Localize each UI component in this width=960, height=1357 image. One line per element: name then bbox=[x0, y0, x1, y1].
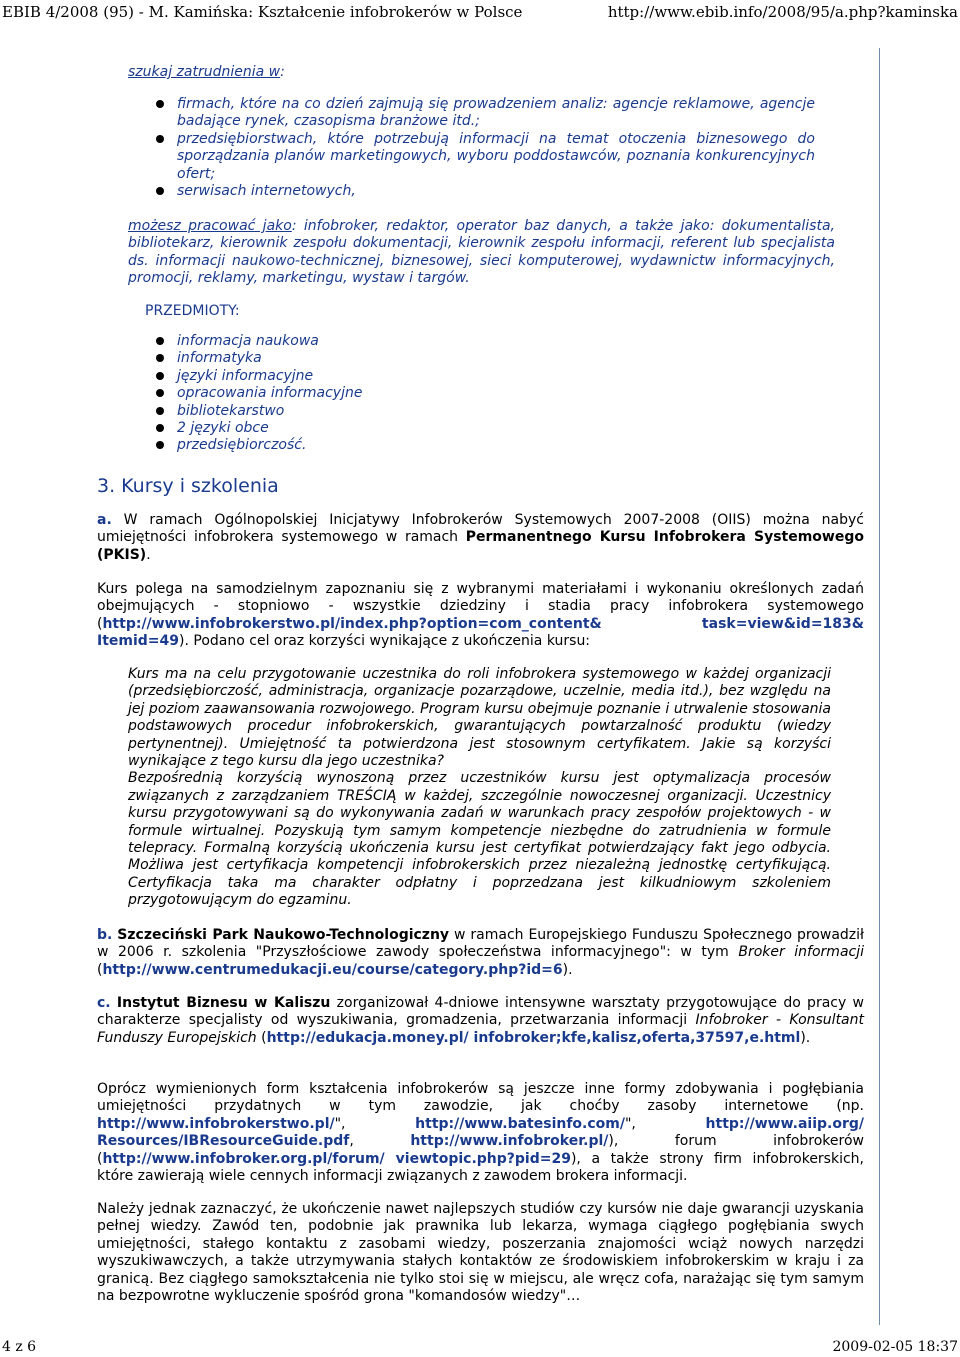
infobrokerstwo-link[interactable]: http://www.infobrokerstwo.pl/ bbox=[97, 1115, 335, 1132]
list-item: informatyka bbox=[155, 350, 555, 367]
list-item: firmach, które na co dzień zajmują się prowadzeniem analiz: agencje reklamowe, agencje badające rynek, czasopisma branżowe itd.; bbox=[155, 96, 815, 131]
infobroker-pl-link[interactable]: http://www.infobroker.pl/ bbox=[410, 1133, 609, 1150]
list-item: 2 języki obce bbox=[155, 420, 555, 437]
quote-paragraph: Kurs ma na celu przygotowanie uczestnika do roli infobrokera systemowego w każdej organizacji (przedsiębiorczość, administracja, organizacje pozarządowe, uczelnie, media itd.), bez względu na jej poziom zaawansowania rozwojowego. Program kursu obejmuje poznanie i utrwalenie stosowania podstawowych procedur infobrokerskich, gwarantujących powtarzalność produktu (wiedzy pertynentnej). Umiejętność ta potwierdzona jest stosownym certyfikatem. Jakie są korzyści wynikające z tego kursu dla jego uczestnika? bbox=[128, 666, 831, 770]
paragraph-other-text: Oprócz wymienionych form kształcenia infobrokerów są jeszcze inne formy zdobywania i pogłębiania umiejętności przydatnych w tym zawodzie, jak choćby zasoby internetowe (np. bbox=[97, 1081, 864, 1115]
list-item: przedsiębiorczość. bbox=[155, 437, 555, 454]
separator: , bbox=[349, 1133, 411, 1150]
print-date: 2009-02-05 18:37 bbox=[832, 1339, 958, 1355]
batesinfo-link[interactable]: http://www.batesinfo.com/ bbox=[415, 1115, 625, 1132]
course-quote bbox=[128, 666, 831, 910]
paragraph-c-text: zorganizował 4-dniowe intensywne warsztaty przygotowujące do pracy w charakterze specjalisty od wyszukiwania, gromadzenia, przetwarzania informacji bbox=[97, 995, 864, 1029]
paragraph-other-forum: ), forum infobrokerów ( bbox=[97, 1133, 864, 1167]
paragraph-a-label: a. bbox=[97, 512, 112, 528]
paragraph-b-paren: ( bbox=[97, 961, 103, 978]
money-pl-link[interactable]: http://edukacja.money.pl/ infobroker;kfe,kalisz,oferta,37597,e.html bbox=[266, 1029, 801, 1046]
employer-list bbox=[155, 96, 815, 200]
szczecin-park-name: Szczeciński Park Naukowo-Technologiczny bbox=[117, 927, 450, 943]
list-item: języki informacyjne bbox=[155, 368, 555, 385]
subjects-list bbox=[155, 333, 555, 455]
centrumedukacji-link[interactable]: http://www.centrumedukacji.eu/course/category.php?id=6 bbox=[102, 961, 563, 978]
paragraph-b-text: w ramach Europejskiego Funduszu Społecznego prowadził w 2006 r. szkolenia "Przyszłościowe zawody społeczeństwa informacyjnego": w tym bbox=[97, 927, 865, 961]
page-header bbox=[0, 2, 960, 24]
section-title: 3. Kursy i szkolenia bbox=[97, 475, 279, 497]
paragraph-b-label: b. bbox=[97, 927, 113, 943]
paragraph-c bbox=[97, 995, 864, 1047]
list-item: informacja naukowa bbox=[155, 333, 555, 350]
work-paragraph bbox=[128, 218, 835, 288]
paragraph-a bbox=[97, 512, 864, 564]
aiip-link[interactable]: http://www.aiip.org/ Resources/IBResourceGuide.pdf bbox=[97, 1115, 864, 1150]
workshop-name: Infobroker - Konsultant Funduszy Europejskich bbox=[97, 1012, 864, 1046]
work-heading: możesz pracować jako bbox=[128, 218, 292, 234]
page-footer bbox=[0, 1338, 960, 1356]
paragraph-kurs-text: Kurs polega na samodzielnym zapoznaniu się z wybranymi materiałami i wykonaniu określonych zadań obejmujących - stopniowo - wszystkie dziedziny i stadia pracy infobrokera systemowego ( bbox=[97, 581, 864, 632]
list-item: serwisach internetowych, bbox=[155, 183, 815, 200]
paragraph-kurs bbox=[97, 581, 864, 651]
work-text: : infobroker, redaktor, operator baz danych, a także jako: dokumentalista, bibliotekarz, kierownik zespołu dokumentacji, kierownik zespołu informacji, referent lub specjalista ds. informacji naukowo-technicznej, biznesowej, sieci komputerowej, wydawnictw informacyjnych, promocji, reklamy, marketingu, wystaw i targów. bbox=[128, 218, 835, 287]
search-heading bbox=[128, 64, 828, 81]
header-url: http://www.ebib.info/2008/95/a.php?kaminska bbox=[607, 3, 958, 21]
paragraph-other bbox=[97, 1081, 864, 1185]
paragraph-a-end: . bbox=[146, 546, 151, 563]
page-number: 4 z 6 bbox=[2, 1339, 37, 1355]
separator: ", bbox=[334, 1115, 416, 1132]
separator: ", bbox=[624, 1115, 706, 1132]
paragraph-other-end: ), a także strony firm infobrokerskich, które zawierają wiele cennych informacji związanych z zawodem brokera informacji. bbox=[97, 1150, 864, 1185]
paragraph-b bbox=[97, 927, 864, 979]
quote-paragraph: Bezpośrednią korzyścią wynoszoną przez uczestników kursu jest optymalizacja procesów związanych z zarządzaniem TREŚCIĄ w każdej, szczególnie nowoczesnej organizacji. Uczestnicy kursu przygotowywani są do wykonywania zadań w warunkach pracy zespołów projektowych - w formule wirtualnej. Pozyskują tym samym kompetencje niezbędne do zatrudnienia w formule telepracy. Formalną korzyścią ukończenia kursu jest certyfikat potwierdzający fakt jego odbycia. Możliwa jest certyfikacja kompetencji infobrokerskich przez niezależną jednostkę certyfikującą. Certyfikacja taka ma charakter odpłatny i poprzedzana jest kilkudniowym szkoleniem przygotowującym do egzaminu. bbox=[128, 770, 831, 909]
paragraph-final: Należy jednak zaznaczyć, że ukończenie nawet najlepszych studiów czy kursów nie daje gwarancji uzyskania pełnej wiedzy. Zawód ten, podobnie jak prawnika lub lekarza, wymaga ciągłego pogłębiania swych umiejętności, stałego kontaktu z zasobami wiedzy, poszerzania znajomości wciąż nowych narzędzi wyszukiwawczych, a także utrzymywania stałych kontaktów ze środowiskiem infobrokerskim w kraju i za granicą. Bez ciągłego samokształcenia nie tylko stoi się w miejscu, ale wręcz cofa, narażając się tym samym na bezpowrotne wykluczenie spośród grona "komandosów wiedzy"… bbox=[97, 1201, 864, 1305]
paragraph-c-end: ). bbox=[800, 1029, 811, 1046]
search-heading-text: szukaj zatrudnienia w bbox=[128, 64, 281, 80]
infobroker-forum-link[interactable]: http://www.infobroker.org.pl/forum/ viewtopic.php?pid=29 bbox=[102, 1150, 571, 1167]
pkis-name: Permanentnego Kursu Infobrokera Systemowego (PKIS) bbox=[97, 529, 864, 563]
paragraph-c-label: c. bbox=[97, 995, 111, 1011]
kalisz-institute-name: Instytut Biznesu w Kaliszu bbox=[116, 995, 331, 1011]
infobrokerstwo-course-link[interactable]: http://www.infobrokerstwo.pl/index.php?option=com_content& task=view&id=183& Itemid=49 bbox=[97, 615, 864, 650]
paragraph-kurs-end: ). Podano cel oraz korzyści wynikające z ukończenia kursu: bbox=[179, 633, 591, 650]
header-title: EBIB 4/2008 (95) - M. Kamińska: Kształcenie infobrokerów w Polsce bbox=[2, 3, 523, 21]
list-item: przedsiębiorstwach, które potrzebują informacji na temat otoczenia biznesowego do sporządzania planów marketingowych, wyboru poddostawców, poznania konkurencyjnych ofert; bbox=[155, 131, 815, 183]
search-heading-colon: : bbox=[280, 64, 285, 80]
subjects-heading: PRZEDMIOTY: bbox=[145, 303, 240, 319]
paragraph-c-paren: ( bbox=[256, 1029, 267, 1046]
paragraph-b-end: ). bbox=[562, 961, 573, 978]
margin-rule bbox=[879, 48, 880, 1325]
list-item: bibliotekarstwo bbox=[155, 403, 555, 420]
course-name: Broker informacji bbox=[738, 944, 865, 961]
paragraph-a-text: W ramach Ogólnopolskiej Inicjatywy Infobrokerów Systemowych 2007-2008 (OIIS) można nabyć umiejętności infobrokera systemowego w ramach bbox=[97, 512, 864, 546]
list-item: opracowania informacyjne bbox=[155, 385, 555, 402]
